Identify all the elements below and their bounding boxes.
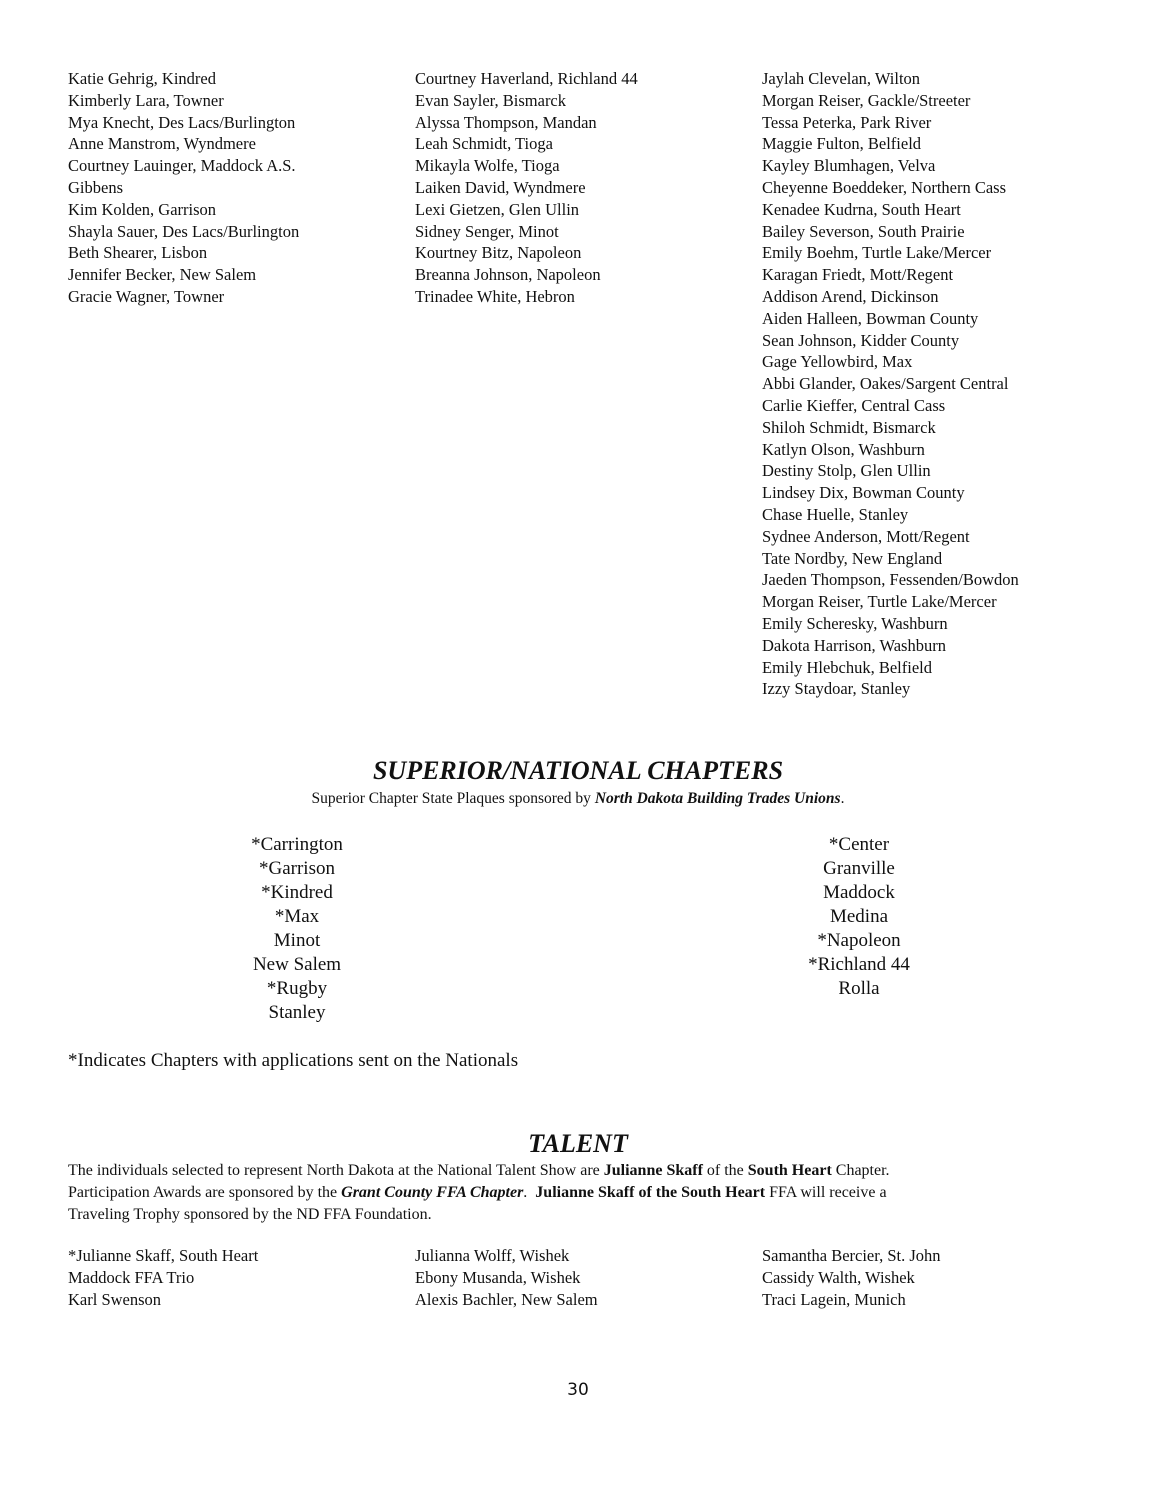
- list-item: Laiken David, Wyndmere: [415, 177, 586, 197]
- sponsor-name: North Dakota Building Trades Unions: [594, 790, 841, 807]
- list-item: Evan Sayler, Bismarck: [415, 90, 567, 110]
- list-item: Katie Gehrig, Kindred: [68, 69, 216, 88]
- list-item: Jennifer Becker, New Salem: [68, 265, 257, 285]
- list-item: Kayley Blumhagen, Velva: [762, 156, 936, 176]
- list-item: Courtney Lauinger, Maddock A.S.: [68, 156, 296, 176]
- superior-chapters-heading: SUPERIOR/NATIONAL CHAPTERS: [372, 756, 784, 785]
- list-item: *Richland 44: [808, 954, 910, 975]
- list-item: Minot: [273, 930, 321, 951]
- list-item: Morgan Reiser, Turtle Lake/Mercer: [762, 592, 997, 612]
- list-item: Gage Yellowbird, Max: [762, 352, 913, 372]
- chapters-right-column: [709, 833, 1009, 1001]
- list-item: Emily Hlebchuk, Belfield: [762, 657, 933, 677]
- talent-column-1: [68, 1245, 258, 1310]
- list-item: *Max: [274, 906, 320, 927]
- page-number: 30: [567, 1380, 589, 1400]
- list-item: Maggie Fulton, Belfield: [762, 134, 922, 154]
- members-column-3: [762, 68, 1019, 700]
- list-item: Lindsey Dix, Bowman County: [762, 483, 965, 503]
- text-run: Julianne Skaff: [603, 1162, 703, 1179]
- chapters-left-column: [147, 833, 447, 1025]
- text-run: FFA will receive a: [765, 1183, 887, 1201]
- list-item: Shayla Sauer, Des Lacs/Burlington: [68, 221, 300, 241]
- list-item: Cheyenne Boeddeker, Northern Cass: [762, 177, 1007, 197]
- text-run: Grant County FFA Chapter: [341, 1183, 524, 1201]
- list-item: *Kindred: [261, 882, 333, 903]
- list-item: Emily Scheresky, Washburn: [762, 613, 948, 633]
- list-item: Karl Swenson: [68, 1289, 162, 1309]
- text-run: Traveling Trophy sponsored by the ND FFA Foundation.: [68, 1205, 432, 1223]
- list-item: Chase Huelle, Stanley: [762, 504, 909, 524]
- list-item: Aiden Halleen, Bowman County: [762, 308, 979, 328]
- list-item: Gracie Wagner, Towner: [68, 286, 225, 306]
- list-item: Carlie Kieffer, Central Cass: [762, 395, 946, 415]
- list-item: Dakota Harrison, Washburn: [762, 635, 946, 655]
- list-item: Shiloh Schmidt, Bismarck: [762, 417, 936, 437]
- list-item: Lexi Gietzen, Glen Ullin: [415, 199, 580, 219]
- list-item: Jaylah Clevelan, Wilton: [762, 69, 921, 88]
- talent-paragraph: [68, 1160, 1088, 1225]
- list-item: Destiny Stolp, Glen Ullin: [762, 461, 931, 481]
- list-item: Anne Manstrom, Wyndmere: [68, 134, 256, 154]
- list-item: Traci Lagein, Munich: [762, 1289, 906, 1309]
- talent-column-2: [415, 1245, 598, 1310]
- talent-heading: TALENT: [528, 1129, 628, 1158]
- list-item: Courtney Haverland, Richland 44: [415, 69, 638, 88]
- members-column-2: [415, 68, 638, 308]
- list-item: Trinadee White, Hebron: [415, 286, 575, 306]
- text-run: .: [523, 1183, 536, 1201]
- list-item: Maddock FFA Trio: [68, 1267, 195, 1287]
- list-item: Granville: [823, 858, 895, 879]
- list-item: Ebony Musanda, Wishek: [415, 1267, 581, 1287]
- list-item: Kenadee Kudrna, South Heart: [762, 199, 961, 219]
- list-item: *Napoleon: [817, 930, 901, 951]
- list-item: Izzy Staydoar, Stanley: [762, 679, 911, 699]
- text-run: of the: [702, 1162, 748, 1179]
- list-item: Breanna Johnson, Napoleon: [415, 265, 601, 285]
- list-item: Kourtney Bitz, Napoleon: [415, 243, 582, 263]
- text-run: Julianne Skaff of the South Heart: [535, 1183, 766, 1201]
- list-item: Cassidy Walth, Wishek: [762, 1267, 915, 1287]
- list-item: *Garrison: [259, 858, 335, 879]
- superior-sponsor-line: [0, 789, 1156, 809]
- list-item: Kimberly Lara, Towner: [68, 90, 224, 110]
- list-item: Julianna Wolff, Wishek: [415, 1246, 570, 1265]
- list-item: Tate Nordby, New England: [762, 548, 943, 568]
- list-item: Katlyn Olson, Washburn: [762, 439, 925, 459]
- list-item: *Rugby: [266, 978, 328, 999]
- list-item: Leah Schmidt, Tioga: [415, 134, 553, 154]
- list-item: Sidney Senger, Minot: [415, 221, 559, 241]
- list-item: Kim Kolden, Garrison: [68, 199, 217, 219]
- list-item: Addison Arend, Dickinson: [762, 286, 939, 306]
- text-run: The individuals selected to represent North Dakota at the National Talent Show are: [68, 1162, 604, 1179]
- list-item: Medina: [829, 906, 889, 927]
- list-item: Morgan Reiser, Gackle/Streeter: [762, 90, 971, 110]
- list-item: *Center: [828, 834, 890, 855]
- list-item: Mikayla Wolfe, Tioga: [415, 156, 560, 176]
- talent-column-3: [762, 1245, 941, 1310]
- list-item: New Salem: [252, 954, 342, 975]
- list-item: Stanley: [268, 1002, 326, 1023]
- sponsor-prefix: Superior Chapter State Plaques sponsored by: [311, 790, 595, 807]
- text-run: Chapter.: [831, 1162, 890, 1179]
- list-item: Alexis Bachler, New Salem: [415, 1289, 598, 1309]
- list-item: Emily Boehm, Turtle Lake/Mercer: [762, 243, 992, 263]
- list-item: Gibbens: [68, 177, 123, 197]
- sponsor-suffix: .: [840, 790, 845, 807]
- list-item: Maddock: [823, 882, 895, 903]
- list-item: Jaeden Thompson, Fessenden/Bowdon: [762, 570, 1019, 590]
- list-item: Rolla: [838, 978, 880, 999]
- nationals-footnote: *Indicates Chapters with applications sent on the Nationals: [68, 1050, 519, 1071]
- list-item: *Julianne Skaff, South Heart: [68, 1246, 259, 1265]
- text-run: Participation Awards are sponsored by the: [68, 1183, 342, 1201]
- list-item: *Carrington: [251, 834, 343, 855]
- list-item: Sydnee Anderson, Mott/Regent: [762, 526, 970, 546]
- list-item: Mya Knecht, Des Lacs/Burlington: [68, 112, 296, 132]
- list-item: Beth Shearer, Lisbon: [68, 243, 208, 263]
- members-column-1: [68, 68, 299, 308]
- text-run: South Heart: [747, 1162, 832, 1179]
- list-item: Bailey Severson, South Prairie: [762, 221, 965, 241]
- list-item: Abbi Glander, Oakes/Sargent Central: [762, 374, 1009, 394]
- list-item: Sean Johnson, Kidder County: [762, 330, 960, 350]
- list-item: Alyssa Thompson, Mandan: [415, 112, 597, 132]
- list-item: Karagan Friedt, Mott/Regent: [762, 265, 954, 285]
- list-item: Samantha Bercier, St. John: [762, 1246, 941, 1265]
- list-item: Tessa Peterka, Park River: [762, 112, 932, 132]
